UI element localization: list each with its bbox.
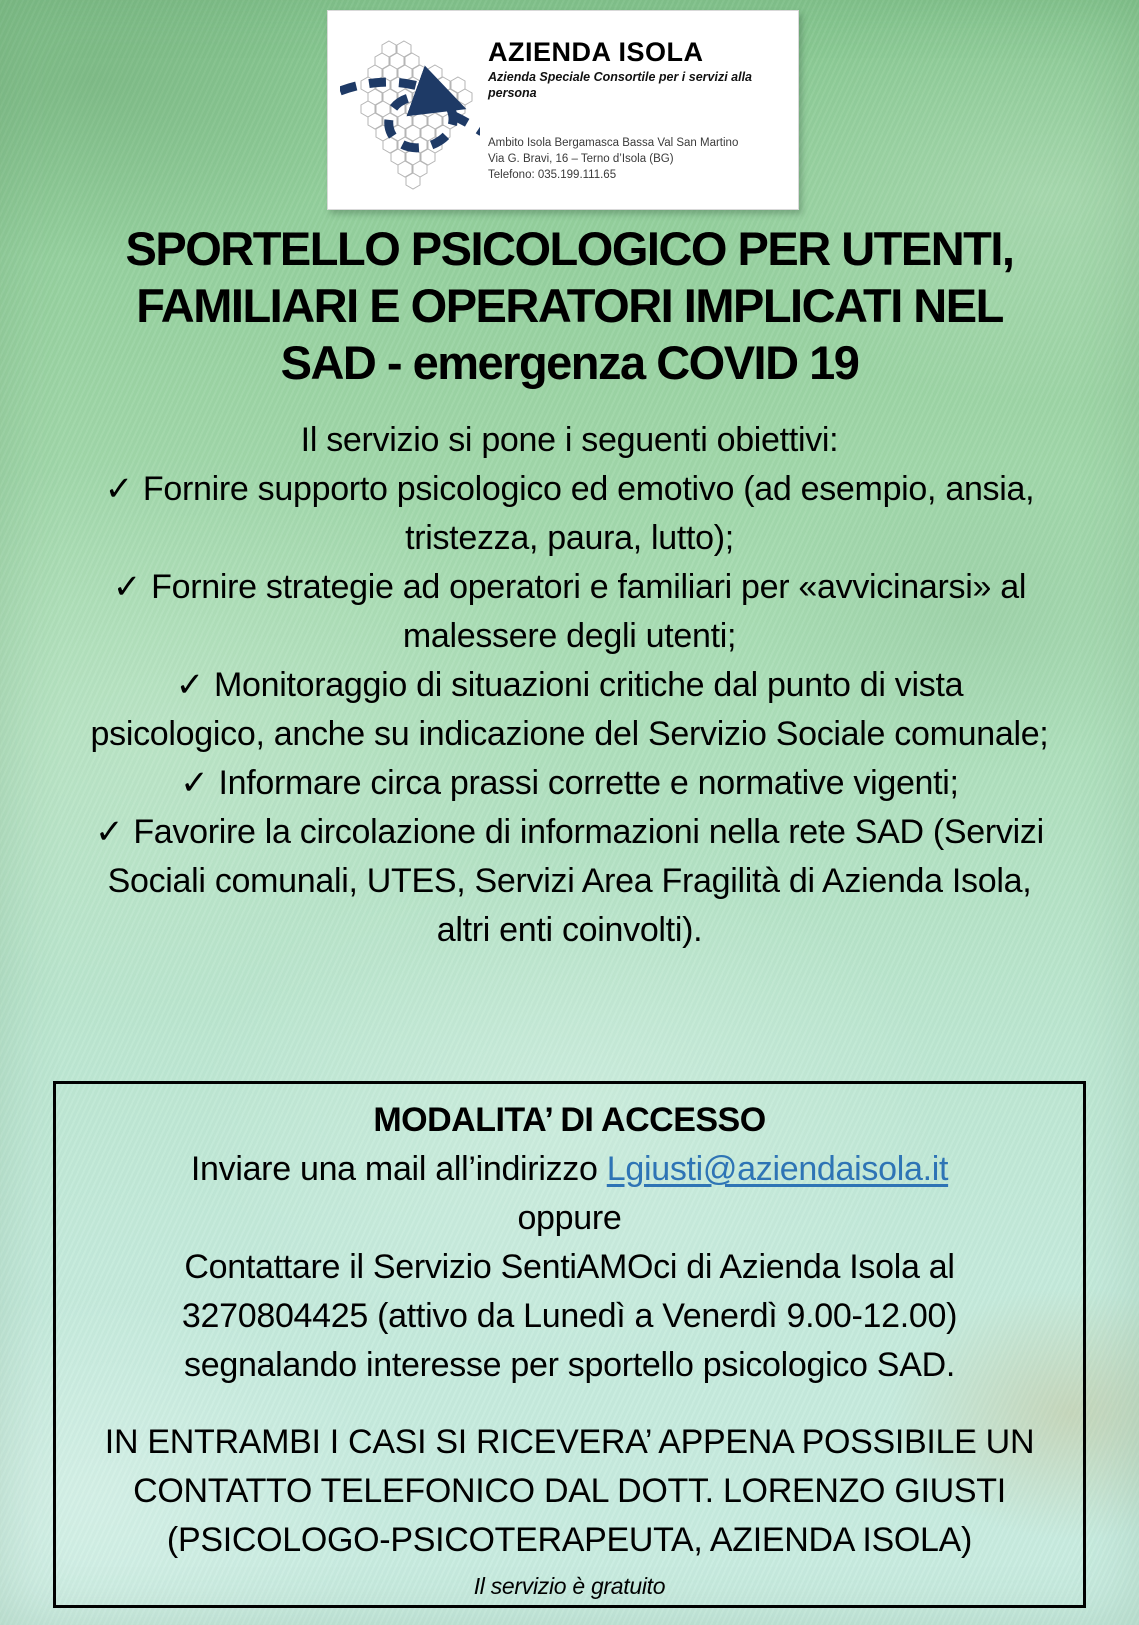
checkmark-icon: ✓ bbox=[104, 470, 133, 508]
email-line-prefix: Inviare una mail all’indirizzo bbox=[190, 1150, 607, 1188]
header-card bbox=[327, 10, 799, 210]
objectives-section bbox=[90, 416, 1050, 955]
org-address bbox=[488, 135, 788, 183]
address-line-1: Ambito Isola Bergamasca Bassa Val San Martino bbox=[488, 137, 739, 149]
objective-text: Informare circa prassi corrette e normative vigenti; bbox=[218, 764, 959, 802]
objective-text: Favorire la circolazione di informazioni nella rete SAD (Servizi Sociali comunali, UTES, Servizi Area Fragilità di Azienda Isola, altri enti coinvolti). bbox=[107, 813, 1044, 949]
email-link[interactable]: Lgiusti@aziendaisola.it bbox=[606, 1150, 949, 1188]
both-cases-note: IN ENTRAMBI I CASI SI RICEVERA’ APPENA POSSIBILE UN CONTATTO TELEFONICO DAL DOTT. LORENZO GIUSTI (PSICOLOGO-PSICOTERAPEUTA, AZIENDA ISOLA) bbox=[104, 1423, 1035, 1559]
checkmark-icon: ✓ bbox=[95, 813, 124, 851]
objective-text: Fornire supporto psicologico ed emotivo (ad esempio, ansia, tristezza, paura, lutto); bbox=[142, 470, 1035, 557]
title-line-3: SAD - emergenza COVID 19 bbox=[280, 336, 859, 389]
hexagon-map-logo-icon bbox=[340, 29, 480, 197]
access-box-heading: MODALITA’ DI ACCESSO bbox=[373, 1101, 766, 1139]
title-line-1: SPORTELLO PSICOLOGICO PER UTENTI, bbox=[125, 222, 1014, 275]
checkmark-icon: ✓ bbox=[180, 764, 209, 802]
org-name: AZIENDA ISOLA bbox=[488, 37, 704, 67]
objective-item bbox=[90, 563, 1050, 661]
address-line-2: Via G. Bravi, 16 – Terno d’Isola (BG) bbox=[488, 153, 674, 165]
page-title bbox=[0, 220, 1139, 391]
checkmark-icon: ✓ bbox=[112, 568, 142, 606]
objective-text: Monitoraggio di situazioni critiche dal punto di vista psicologico, anche su indicazione del Servizio Sociale comunale; bbox=[90, 666, 1049, 753]
access-info-box bbox=[53, 1081, 1086, 1608]
phone-paragraph: Contattare il Servizio SentiAMOci di Azienda Isola al 3270804425 (attivo da Lunedì a Venerdì 9.00-12.00) segnalando interesse per sportello psicologico SAD. bbox=[181, 1248, 958, 1384]
objective-item bbox=[90, 661, 1050, 759]
objective-item bbox=[90, 808, 1050, 955]
or-text: oppure bbox=[517, 1199, 622, 1237]
objectives-intro: Il servizio si pone i seguenti obiettivi: bbox=[300, 421, 839, 459]
org-tagline: Azienda Speciale Consortile per i servizi alla persona bbox=[488, 70, 752, 100]
title-line-2: FAMILIARI E OPERATORI IMPLICATI NEL bbox=[136, 279, 1003, 332]
objective-item bbox=[90, 759, 1050, 808]
free-service-note: Il servizio è gratuito bbox=[473, 1573, 666, 1599]
email-line bbox=[98, 1145, 1041, 1194]
objective-text: Fornire strategie ad operatori e familiari per «avvicinarsi» al malessere degli utenti; bbox=[151, 568, 1027, 655]
azienda-isola-logo bbox=[328, 11, 488, 209]
address-line-3: Telefono: 035.199.111.65 bbox=[488, 169, 617, 181]
objective-item bbox=[90, 465, 1050, 563]
checkmark-icon: ✓ bbox=[175, 666, 204, 704]
header-text-block bbox=[488, 11, 798, 209]
